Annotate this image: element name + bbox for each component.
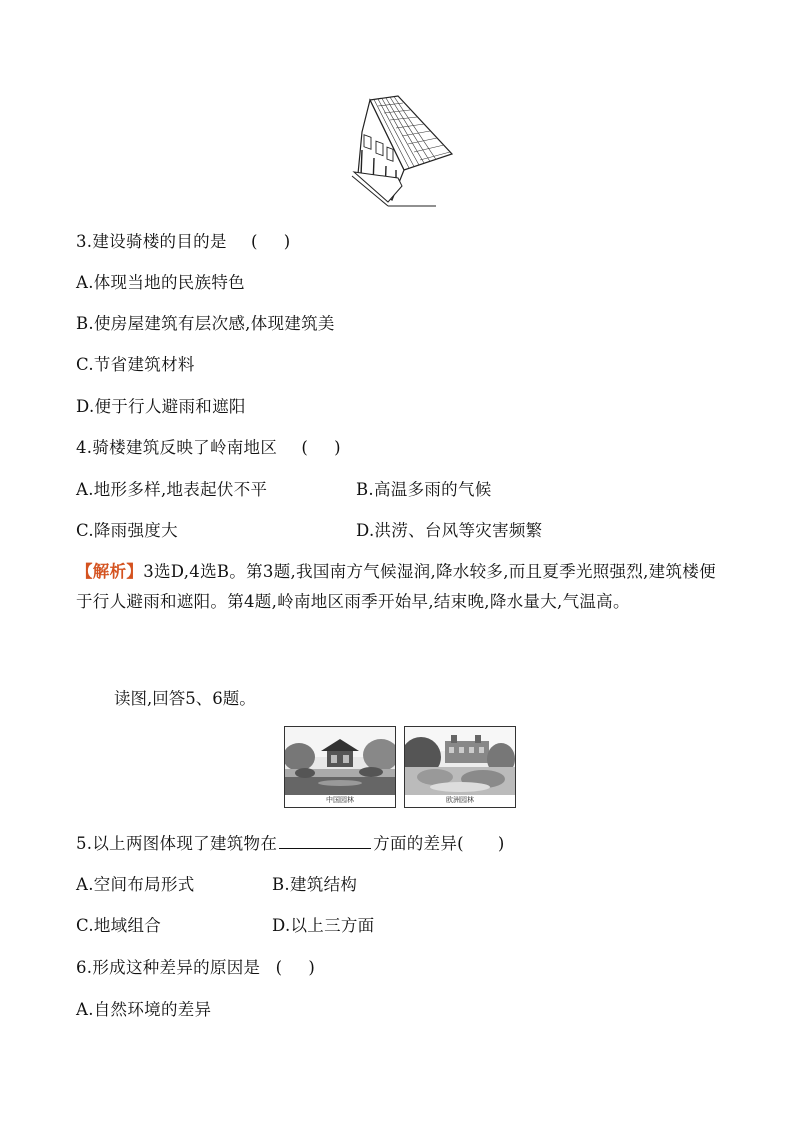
- question-3-stem: 3.建设骑楼的目的是 ( ): [76, 232, 291, 251]
- analysis-tag: 【解析】: [76, 562, 144, 581]
- question-5-option-b: B.建筑结构: [272, 875, 358, 894]
- question-4-stem: 4.骑楼建筑反映了岭南地区 ( ): [76, 438, 341, 457]
- chinese-garden-caption: 中国园林: [326, 796, 354, 804]
- question-4-option-c: C.降雨强度大: [76, 521, 178, 540]
- chinese-garden-photo: [284, 726, 396, 808]
- question-3-option-a: A.体现当地的民族特色: [76, 273, 245, 292]
- question-6-option-a: A.自然环境的差异: [76, 1000, 212, 1019]
- analysis-block: [76, 557, 722, 617]
- arcade-building-illustration: [340, 92, 456, 214]
- analysis-text: 3选D,4选B。第3题,我国南方气候湿润,降水较多,而且夏季光照强烈,建筑楼便于行人避雨和遮阳。第4题,岭南地区雨季开始早,结束晚,降水量大,气温高。: [76, 562, 716, 611]
- question-6-stem: 6.形成这种差异的原因是 ( ): [76, 958, 316, 977]
- european-garden-image: [405, 727, 515, 795]
- question-3-option-d: D.便于行人避雨和遮阳: [76, 397, 246, 416]
- question-3-option-b: B.使房屋建筑有层次感,体现建筑美: [76, 314, 335, 333]
- european-garden-photo: [404, 726, 516, 808]
- question-5-option-d: D.以上三方面: [272, 916, 375, 935]
- instruction-text: 读图,回答5、6题。: [114, 689, 256, 708]
- chinese-garden-image: [285, 727, 395, 795]
- question-4-option-d: D.洪涝、台风等灾害频繁: [356, 521, 543, 540]
- question-5-stem: 5.以上两图体现了建筑物在 方面的差异( ): [76, 834, 505, 853]
- question-4-option-b: B.高温多雨的气候: [356, 480, 492, 499]
- question-3-option-c: C.节省建筑材料: [76, 355, 195, 374]
- question-5-option-c: C.地域组合: [76, 916, 162, 935]
- question-4-option-a: A.地形多样,地表起伏不平: [76, 480, 268, 499]
- answer-blank[interactable]: [279, 832, 371, 849]
- european-garden-caption: 欧洲园林: [446, 796, 474, 804]
- question-5-option-a: A.空间布局形式: [76, 875, 195, 894]
